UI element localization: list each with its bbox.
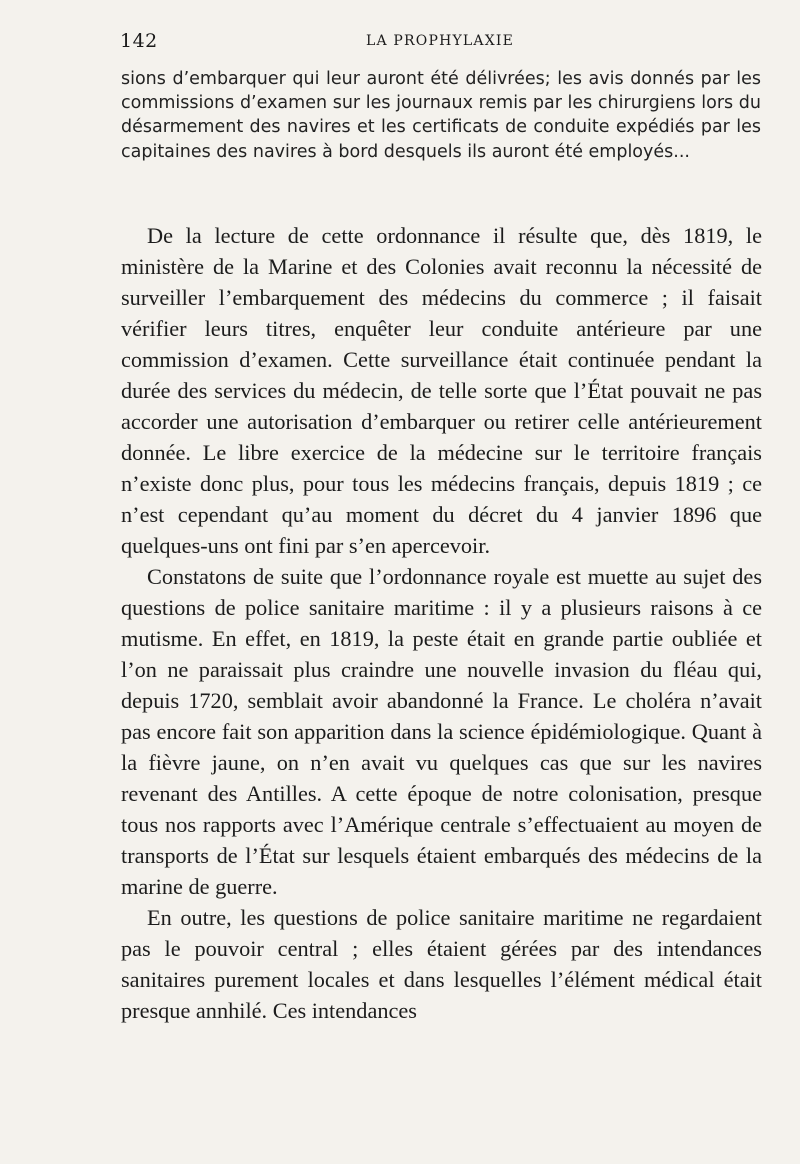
running-title: LA PROPHYLAXIE	[365, 33, 515, 49]
paragraph: En outre, les questions de police sanitaire maritime ne regardaient pas le pouvoir central ; elles étaient gérées par des intendances sanitaires purement locales et dans lesquelles l’élément médical était presque annhilé. Ces intendances	[121, 905, 762, 1023]
quoted-excerpt: sions d’embarquer qui leur auront été délivrées; les avis donnés par les commissions d’examen sur les journaux remis par les chirurgiens lors du désarmement des navires et les certificats de conduite expédiés par les capitaines des navires à bord desquels ils auront été employés...	[121, 69, 761, 162]
page-header	[120, 30, 760, 54]
paragraph: De la lecture de cette ordonnance il résulte que, dès 1819, le ministère de la Marine et des Colonies avait reconnu la nécessité de surveiller l’embarquement des médecins du commerce ; il faisait vérifier leurs titres, enquêter leur conduite antérieure par une commission d’examen. Cette surveillance était continuée pendant la durée des services du médecin, de telle sorte que l’État pouvait ne pas accorder une autorisation d’embarquer ou retirer celle antérieurement donnée. Le libre exercice de la médecine sur le territoire français n’existe donc plus, pour tous les médecins français, depuis 1819 ; ce n’est cependant qu’au moment du décret du 4 janvier 1896 que quelques-uns ont fini par s’en apercevoir.	[121, 223, 762, 558]
page-number: 142	[120, 30, 158, 52]
body-text	[121, 220, 762, 1026]
paragraph: Constatons de suite que l’ordonnance royale est muette au sujet des questions de police sanitaire maritime : il y a plusieurs raisons à ce mutisme. En effet, en 1819, la peste était en grande partie oubliée et l’on ne paraissait plus craindre une nouvelle invasion du fléau qui, depuis 1720, semblait avoir abandonné la France. Le choléra n’avait pas encore fait son apparition dans la science épidémiologique. Quant à la fièvre jaune, on n’en avait vu quelques cas que sur les navires revenant des Antilles. A cette époque de notre colonisation, presque tous nos rapports avec l’Amérique centrale s’effectuaient au moyen de transports de l’État sur lesquels étaient embarqués des médecins de la marine de guerre.	[121, 564, 762, 899]
